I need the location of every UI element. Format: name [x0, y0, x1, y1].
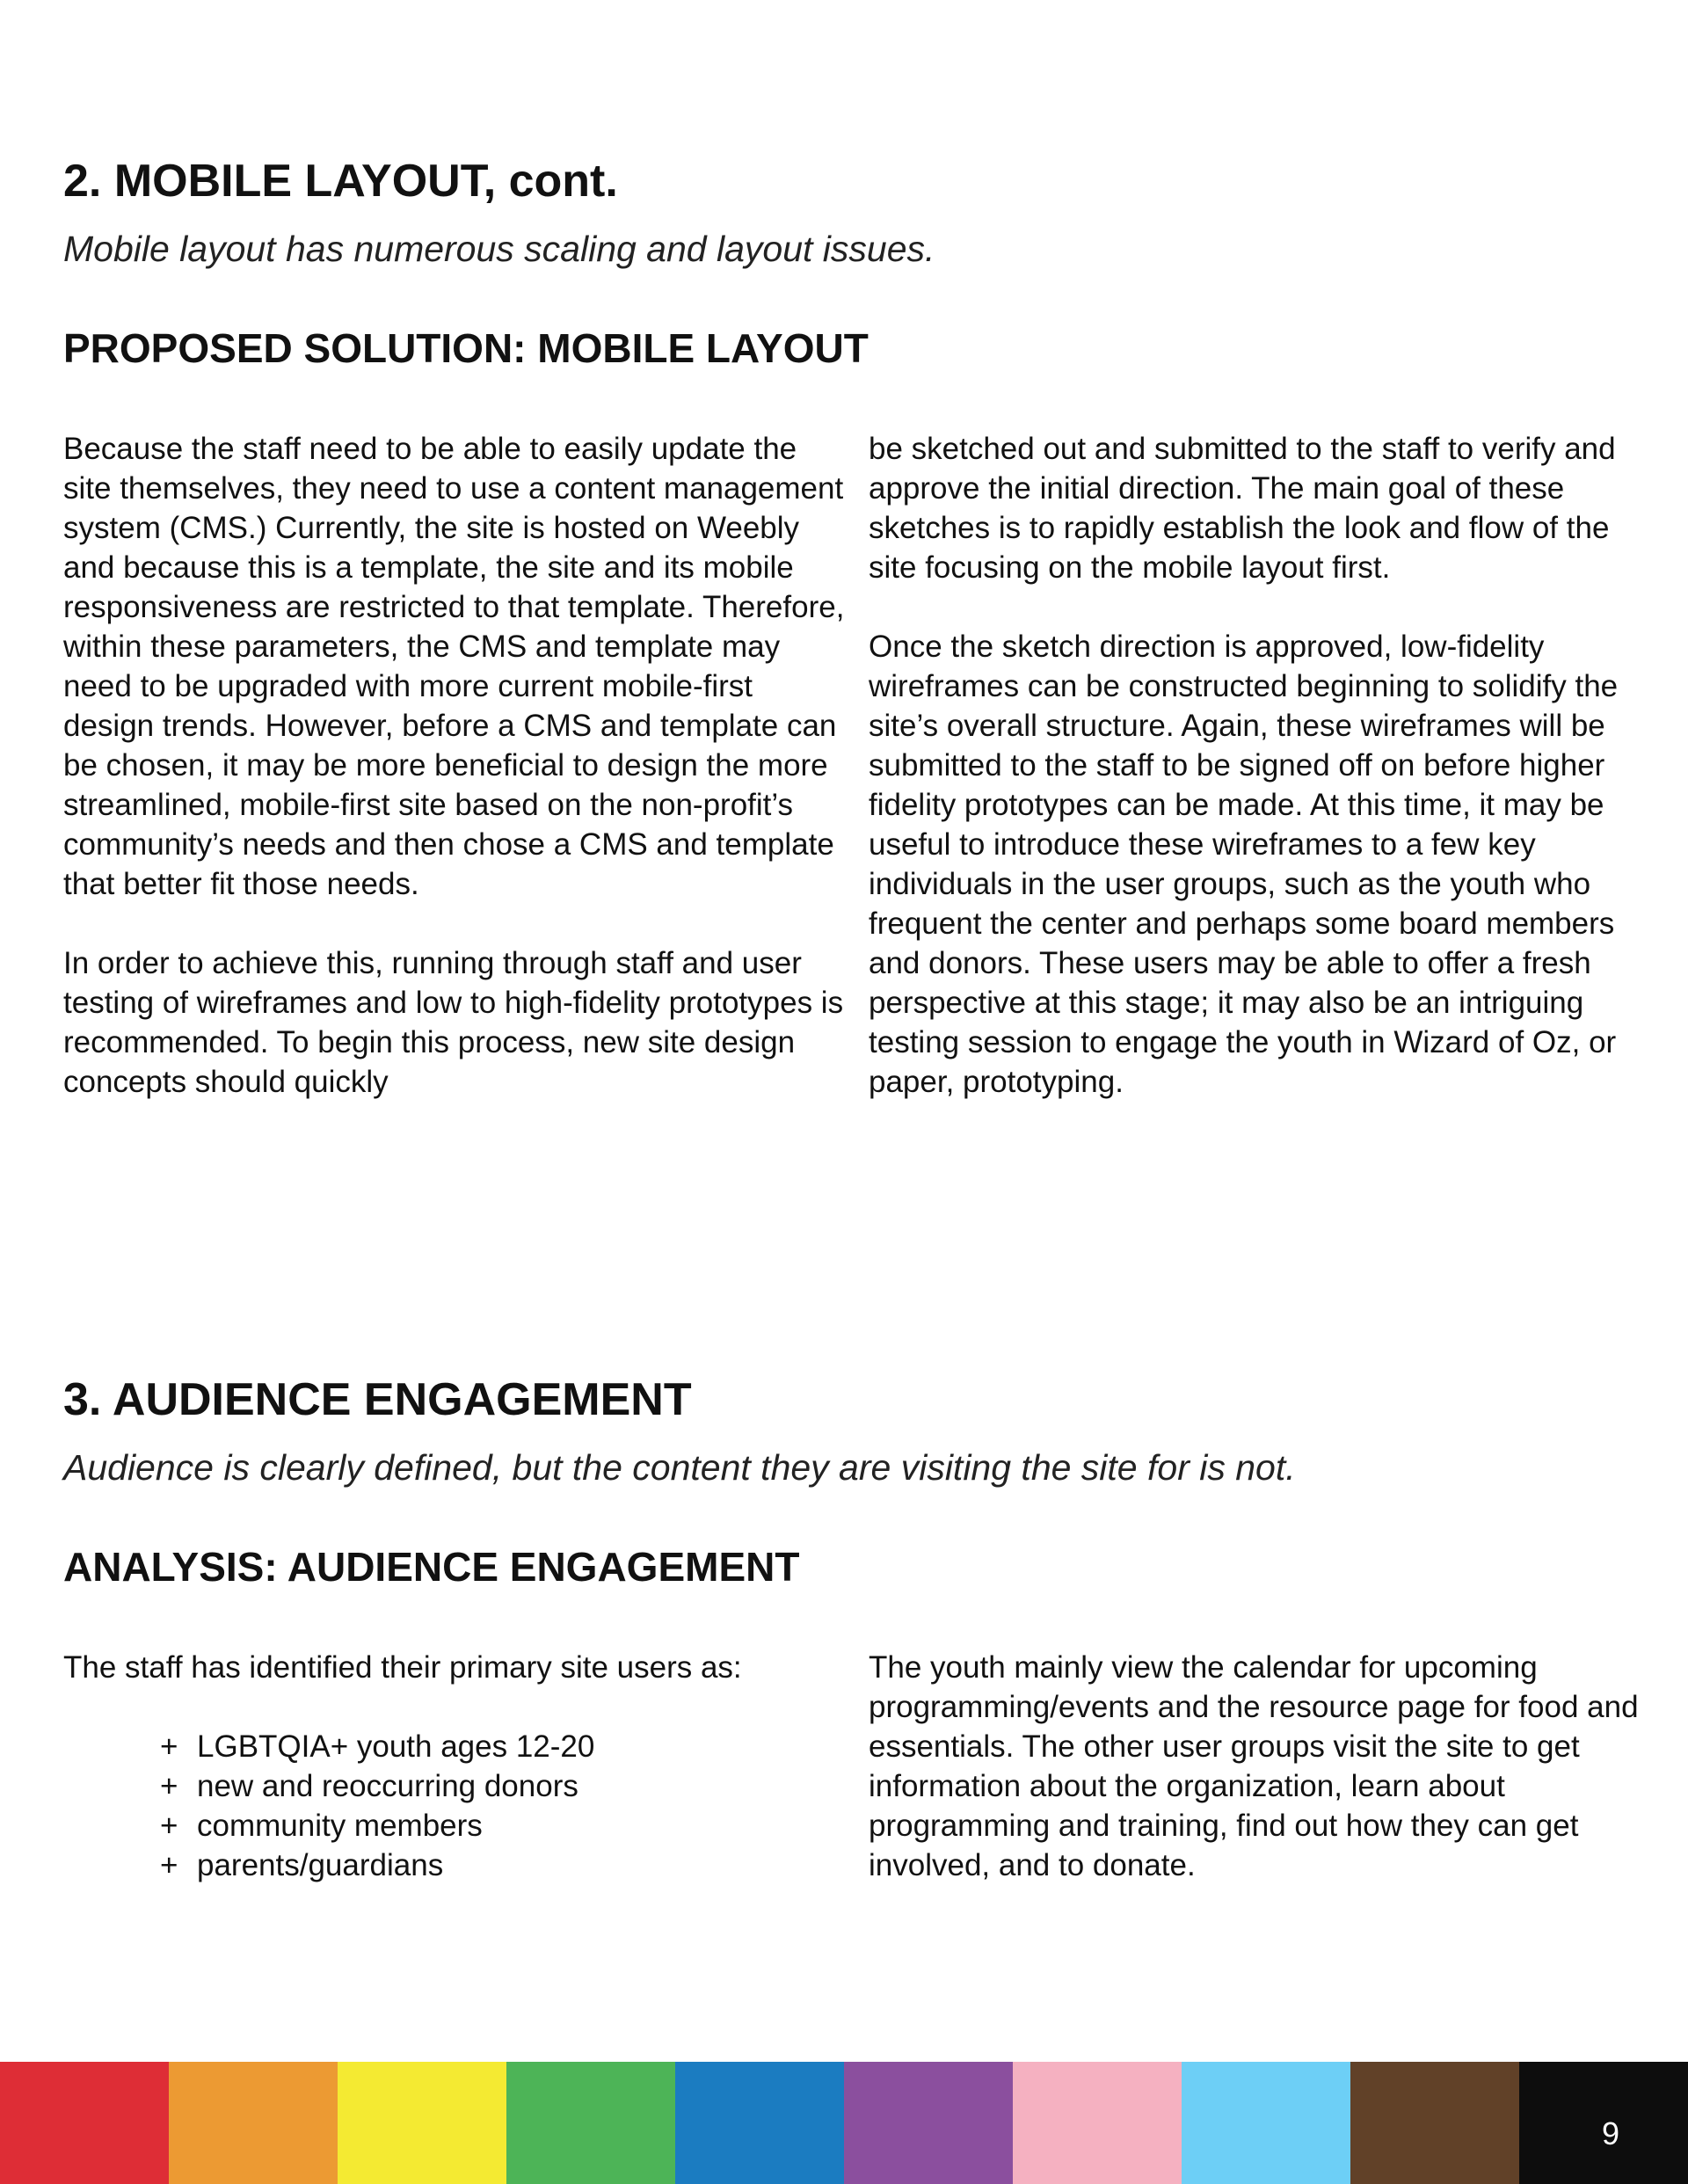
footer-stripe-light-blue	[1182, 2062, 1350, 2184]
section-3-title: 3. AUDIENCE ENGAGEMENT	[63, 1374, 692, 1425]
list-item: + new and reoccurring donors	[160, 1766, 846, 1806]
proposed-solution-heading: PROPOSED SOLUTION: MOBILE LAYOUT	[63, 325, 869, 371]
section-2-title: 2. MOBILE LAYOUT, cont.	[63, 156, 618, 207]
section-3-right-column	[869, 1648, 1642, 1885]
body-paragraph: Because the staff need to be able to easily update the site themselves, they need to use a content management system (CMS.) Currently, the site is hosted on Weebly and because this is a template, the site and its mobile responsiveness are restricted to that template. Therefore, within these parameters, the CMS and template may need to be upgraded with more current mobile-first design trends. However, before a CMS and template can be chosen, it may be more beneficial to design the more streamlined, mobile-first site based on the non-profit’s community’s needs and then chose a CMS and template that better fit those needs.	[63, 432, 845, 901]
rainbow-footer-bar	[0, 2062, 1688, 2184]
user-groups-intro: The staff has identified their primary site users as:	[63, 1650, 742, 1685]
section-2-left-column	[63, 429, 846, 1102]
section-3-subtitle: Audience is clearly defined, but the content they are visiting the site for is not.	[63, 1447, 1296, 1488]
body-paragraph: The youth mainly view the calendar for upcoming programming/events and the resource page for food and essentials. The other user groups visit the site to get information about the organization, learn about programming and training, find out how they can get involved, and to donate.	[869, 1650, 1639, 1882]
footer-stripe-green	[506, 2062, 675, 2184]
footer-stripe-orange	[169, 2062, 338, 2184]
footer-stripe-blue	[675, 2062, 844, 2184]
footer-stripe-purple	[844, 2062, 1013, 2184]
body-paragraph: In order to achieve this, running through staff and user testing of wireframes and low to high-fidelity prototypes is recommended. To begin this process, new site design concepts should quickly	[63, 946, 844, 1099]
section-2-subtitle: Mobile layout has numerous scaling and layout issues.	[63, 229, 935, 269]
section-2-right-column	[869, 429, 1642, 1102]
user-groups-list	[63, 1727, 846, 1885]
list-item: + LGBTQIA+ youth ages 12-20	[160, 1727, 846, 1766]
body-paragraph: be sketched out and submitted to the staff to verify and approve the initial direction. The main goal of these sketches is to rapidly establish the look and flow of the site focusing on the mobile layout first.	[869, 432, 1616, 585]
page-number: 9	[1601, 2115, 1619, 2151]
footer-stripe-pink	[1013, 2062, 1182, 2184]
section-3-left-column	[63, 1648, 846, 1885]
footer-stripe-brown	[1350, 2062, 1519, 2184]
footer-stripe-yellow	[338, 2062, 506, 2184]
analysis-heading: ANALYSIS: AUDIENCE ENGAGEMENT	[63, 1544, 800, 1590]
list-item: + community members	[160, 1806, 846, 1845]
footer-stripe-red	[0, 2062, 169, 2184]
list-item: + parents/guardians	[160, 1845, 846, 1885]
body-paragraph: Once the sketch direction is approved, low-fidelity wireframes can be constructed beginning to solidify the site’s overall structure. Again, these wireframes will be submitted to the staff to be signed off on before higher fidelity prototypes can be made. At this time, it may be useful to introduce these wireframes to a few key individuals in the user groups, such as the youth who frequent the center and perhaps some board members and donors. These users may be able to offer a fresh perspective at this stage; it may also be an intriguing testing session to engage the youth in Wizard of Oz, or paper, prototyping.	[869, 630, 1619, 1099]
footer-stripe-black	[1519, 2062, 1688, 2184]
